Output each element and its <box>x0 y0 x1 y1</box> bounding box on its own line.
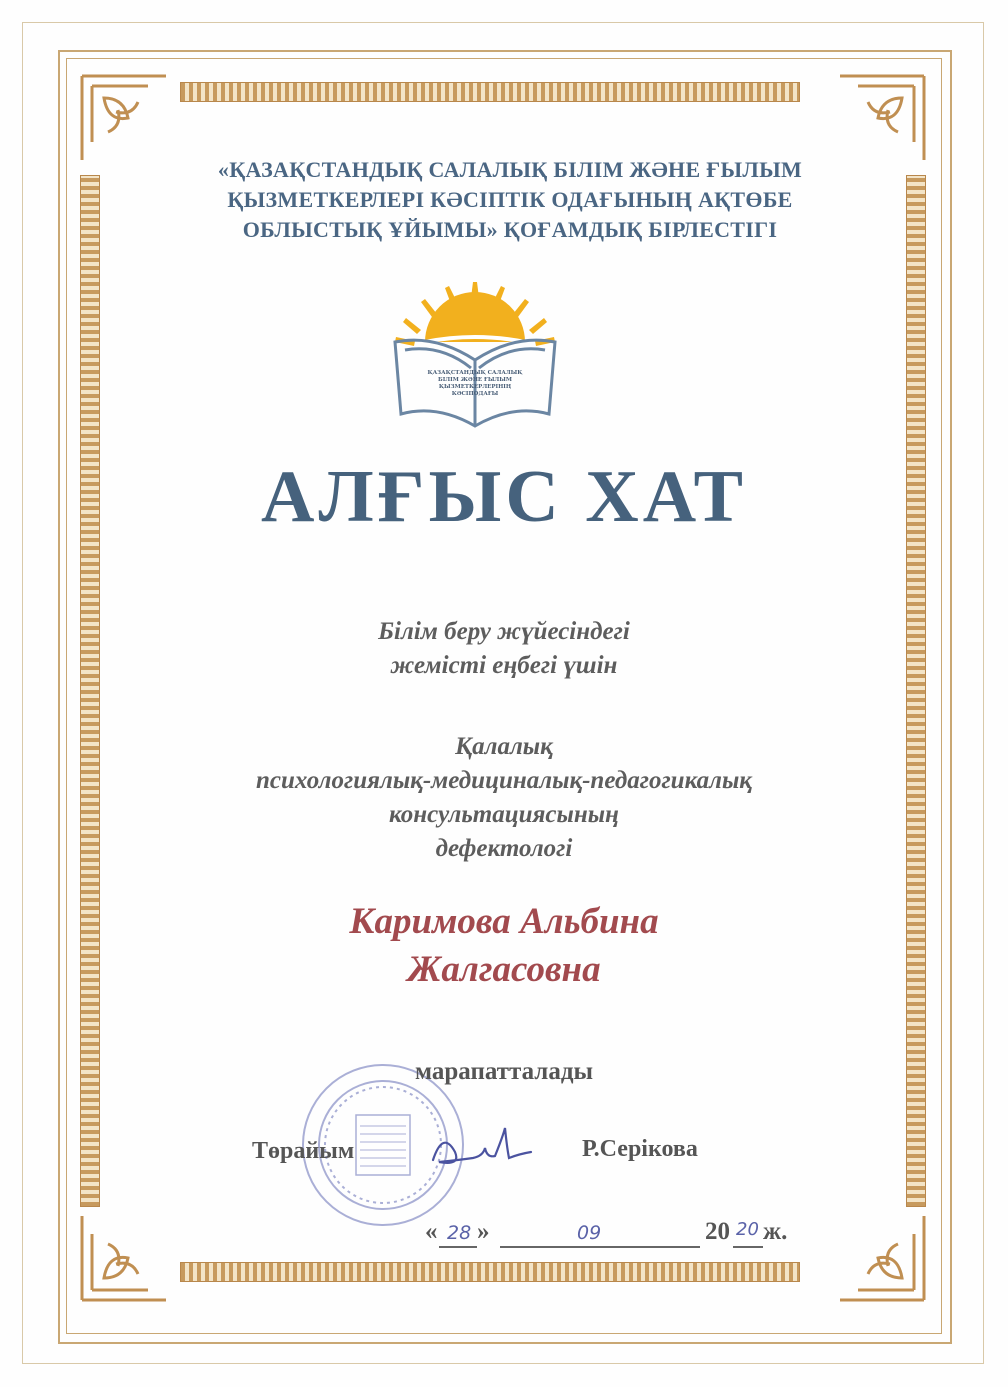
position-line: дефектологі <box>435 835 573 862</box>
top-ornament-band <box>180 82 800 102</box>
signer-name: Р.Серікова <box>582 1136 698 1162</box>
recipient-name <box>0 898 1008 994</box>
corner-ornament-icon <box>836 72 928 164</box>
header-line: «ҚАЗАҚСТАНДЫҚ САЛАЛЫҚ БІЛІМ ЖӘНЕ ҒЫЛЫМ <box>217 157 803 182</box>
date-year-prefix: 20 <box>705 1218 730 1245</box>
reason-text <box>0 615 1008 683</box>
bottom-ornament-band <box>180 1262 800 1282</box>
reason-line: Білім беру жүйесіндегі <box>378 618 630 645</box>
logo-text: БІЛІМ ЖӘНЕ ҒЫЛЫМ <box>438 377 512 383</box>
position-line: психологиялық-медициналық-педагогикалық <box>256 767 752 794</box>
corner-ornament-icon <box>836 1212 928 1304</box>
date-day-underline <box>439 1246 477 1248</box>
award-text: марапатталады <box>415 1058 593 1085</box>
position-line: Қалалық <box>455 733 553 760</box>
position-line: консультациясының <box>389 801 619 828</box>
corner-ornament-icon <box>78 72 170 164</box>
header-line: ҚЫЗМЕТКЕРЛЕРІ КӘСІПТІК ОДАҒЫНЫҢ АҚТӨБЕ <box>227 187 793 212</box>
reason-line: жемісті еңбегі үшін <box>390 652 618 679</box>
left-ornament-band <box>80 175 100 1207</box>
date-year-label: ж. <box>763 1218 788 1245</box>
position-text <box>0 730 1008 866</box>
date-close-quote: » <box>477 1218 490 1245</box>
logo-text: КӘСІПОДАҒЫ <box>451 391 499 397</box>
corner-ornament-icon <box>78 1212 170 1304</box>
recipient-line: Жалгасовна <box>407 949 601 990</box>
date-year-underline <box>733 1246 763 1248</box>
header-line: ОБЛЫСТЫҚ ҰЙЫМЫ» ҚОҒАМДЫҚ БІРЛЕСТІГІ <box>242 217 778 242</box>
date-day: 28 <box>447 1222 472 1244</box>
date-row <box>425 1218 805 1252</box>
date-open-quote: « <box>425 1218 438 1245</box>
right-ornament-band <box>906 175 926 1207</box>
date-month-underline <box>500 1246 700 1248</box>
certificate-title: АЛҒЫС ХАТ <box>261 456 747 538</box>
union-logo-icon <box>385 280 565 440</box>
signer-title: Төрайым <box>252 1138 355 1164</box>
date-month: 09 <box>577 1222 602 1244</box>
logo-text: ҚЫЗМЕТКЕРЛЕРІНІҢ <box>438 384 512 390</box>
recipient-line: Каримова Альбина <box>349 901 659 942</box>
logo-text: ҚАЗАҚСТАНДЫҚ САЛАЛЫҚ <box>427 370 523 376</box>
date-year-suffix: 20 <box>736 1219 759 1240</box>
handwritten-signature <box>425 1118 545 1178</box>
organization-header <box>150 155 870 245</box>
